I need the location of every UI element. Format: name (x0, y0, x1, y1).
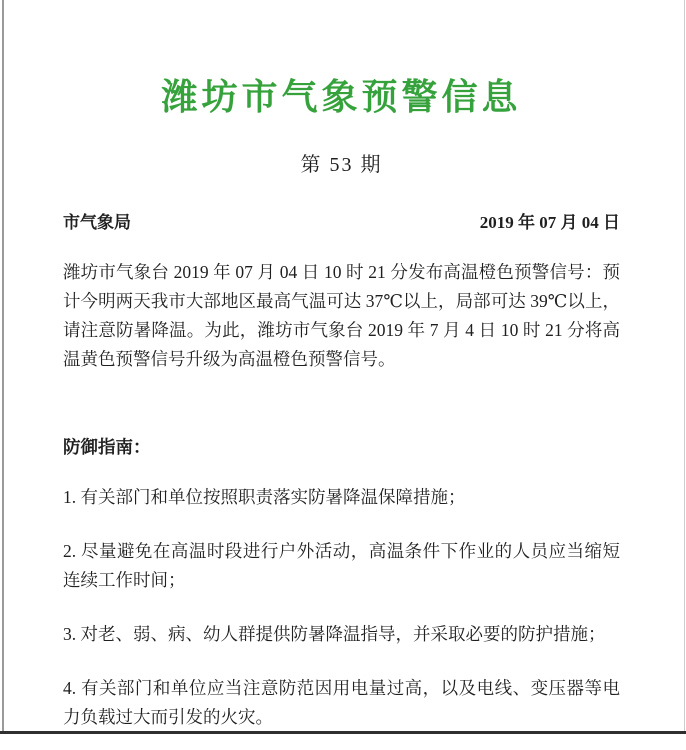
guide-heading: 防御指南： (63, 437, 151, 457)
issue-date: 2019 年 07 月 04 日 (479, 213, 620, 232)
guide-item-3: 3. 对老、弱、病、幼人群提供防暑降温指导，并采取必要的防护措施； (63, 624, 606, 644)
warning-paragraph: 潍坊市气象台 2019 年 07 月 04 日 10 时 21 分发布高温橙色预警信号：预计今明两天我市大部地区最高气温可达 37℃以上，局部可达 39℃以上，请注意防暑降温。为此，潍坊市气象台 2019 年 7 月 4 日 10 时 21 分将高温黄色预警信号升级为高温橙色预警信号。 (63, 262, 620, 369)
meta-row (63, 212, 620, 234)
issue-number: 第 53 期 (300, 154, 383, 176)
guide-item-2: 2. 尽量避免在高温时段进行户外活动，高温条件下作业的人员应当缩短连续工作时间； (63, 541, 620, 590)
issuer-name: 市气象局 (63, 213, 131, 232)
document-title: 潍坊市气象预警信息 (161, 77, 522, 117)
guide-item-1: 1. 有关部门和单位按照职责落实防暑降温保障措施； (63, 487, 466, 507)
guide-item-4: 4. 有关部门和单位应当注意防范因用电量过高，以及电线、变压器等电力负载过大而引发的火灾。 (63, 678, 620, 727)
